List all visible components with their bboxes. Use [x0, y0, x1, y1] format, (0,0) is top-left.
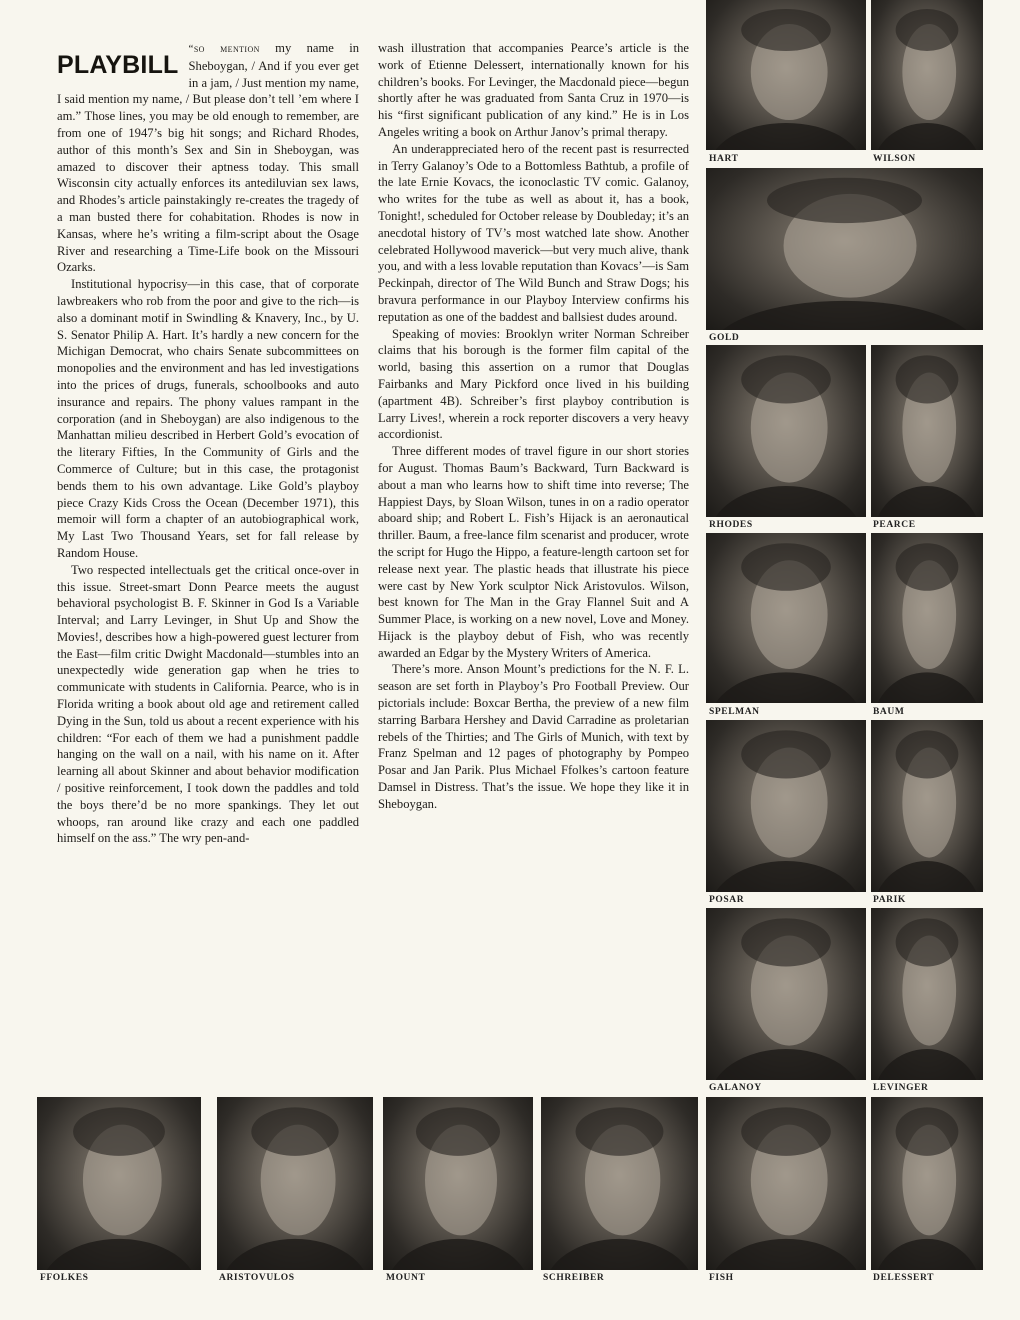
- portrait-photo-parik: [871, 720, 983, 892]
- caption-wilson: WILSON: [873, 154, 916, 164]
- shoulders-shape: [873, 1049, 981, 1080]
- caption-galanoy: GALANOY: [709, 1083, 762, 1093]
- shoulders-shape: [709, 123, 863, 150]
- hair-shape: [741, 1107, 831, 1155]
- paragraph: Speaking of movies: Brooklyn writer Norman Schreiber claims that his borough is the former film capital of the world, basing this assertion on a rumor that Douglas Fairbanks and Mary Pickford once lived in his building (apartment 4B). Schreiber’s first playboy contribution is Larry Lives!, wherein a rock reporter discovers a very heavy accordionist.: [378, 326, 689, 442]
- portrait-photo-aristovulos: [217, 1097, 373, 1270]
- portrait-photo-gold: [706, 168, 983, 330]
- caption-gold: GOLD: [709, 333, 740, 343]
- paragraph: Institutional hypocrisy—in this case, that of corporate lawbreakers who rob from the poor and give to the rich—is also a dominant motif in Swindling & Knavery, Inc., by U. S. Senator Philip A. Hart. It’s hardly a new concern for the Michigan Democrat, who chairs Senate subcommittees on monopolies and the environment and has led investigations into the prices of drugs, funerals, schoolbooks and auto insurance and repairs. The phony values rampant in the corporation (and in Sheboygan) are also indigenous to the Manhattan milieu described in Herbert Gold’s evocation of the literary Fifties, In the Community of Girls and the Commerce of Culture; but in this case, the protagonist bends them to his own advantage. Like Gold’s playboy piece Crazy Kids Cross the Ocean (December 1971), this memoir will form a chapter of an autobiographical work, My Last Two Thousand Years, set for fall release by Random House.: [57, 277, 359, 560]
- caption-levinger: LEVINGER: [873, 1083, 929, 1093]
- portrait-photo-wilson: [871, 0, 983, 150]
- hair-shape: [896, 1107, 959, 1155]
- hair-shape: [416, 1107, 500, 1155]
- portrait-silhouette: [706, 1097, 866, 1270]
- portrait-photo-pearce: [871, 345, 983, 517]
- paragraph: “so mention my name in Sheboygan, / And if you ever get in a jam, / Just mention my name, I said mention my name, / But please don’t tell ’em where I am.” Those lines, you may be old enough to remember, are from one of 1947’s big hit songs; and Richard Rhodes, author of this month’s Sex and Sin in Sheboygan, was amazed to discover their aptness today. This small Wisconsin city actually enforces its antediluvian sex laws, and Rhodes’s article painstakingly re-creates the tragedy of a man busted there for cohabitation. Rhodes is now in Kansas, where he’s writing a film-script about the Osage River and researching a Time-Life book on the Missouri Ozarks.: [57, 41, 359, 275]
- portrait-photo-levinger: [871, 908, 983, 1080]
- paragraph: An underappreciated hero of the recent past is resurrected in Terry Galanoy’s Ode to a Bottomless Bathtub, a profile of the late Ernie Kovacs, the iconoclastic TV comic. Galanoy, who writes for the tube as well as about it, has a book, Tonight!, scheduled for October release by Doubleday; it’s an anecdotal history of TV’s most watched late show. Another celebrated Hollywood maverick—but very much alive, thank you, and with a less lovable reputation than Kovacs’—is Sam Peckinpah, director of The Wild Bunch and Straw Dogs; his bravura performance in our Playboy Interview confirms his reputation as one of the baddest and ballsiest dudes around.: [378, 141, 689, 324]
- hair-shape: [251, 1107, 338, 1155]
- portrait-silhouette: [871, 720, 983, 892]
- shoulders-shape: [40, 1239, 197, 1270]
- portrait-silhouette: [217, 1097, 373, 1270]
- portrait-silhouette: [706, 720, 866, 892]
- hair-shape: [896, 9, 959, 51]
- portrait-silhouette: [871, 1097, 983, 1270]
- caption-mount: MOUNT: [386, 1273, 426, 1283]
- hair-shape: [896, 543, 959, 591]
- portrait-silhouette: [706, 168, 983, 330]
- shoulders-shape: [709, 486, 863, 517]
- portrait-silhouette: [541, 1097, 698, 1270]
- caption-fish: FISH: [709, 1273, 734, 1283]
- shoulders-shape: [709, 672, 863, 703]
- shoulders-shape: [709, 861, 863, 892]
- portrait-silhouette: [706, 533, 866, 703]
- caption-rhodes: RHODES: [709, 520, 753, 530]
- portrait-photo-ffolkes: [37, 1097, 201, 1270]
- portrait-silhouette: [871, 533, 983, 703]
- shoulders-shape: [873, 861, 981, 892]
- portrait-photo-schreiber: [541, 1097, 698, 1270]
- portrait-photo-galanoy: [706, 908, 866, 1080]
- caption-spelman: SPELMAN: [709, 707, 760, 717]
- hair-shape: [576, 1107, 664, 1155]
- paragraph: Three different modes of travel figure in our short stories for August. Thomas Baum’s Backward, Turn Backward is about a man who learns how to shift time into reverse; The Happiest Days, by Sloan Wilson, tunes in on a radio operator aboard ship; and Robert L. Fish’s Hijack is an aeronautical thriller. Baum, a free-lance film scenarist and producer, wrote the script for Hugo the Hippo, a feature-length cartoon set for release next year. The plastic heads that illustrate his piece were cast by New York sculptor Nick Aristovulos. Wilson, best known for The Man in the Gray Flannel Suit and A Summer Place, is working on a new novel, Love and Money. Hijack is the playboy debut of Fish, who was recently awarded an Edgar by the Mystery Writers of America.: [378, 444, 689, 660]
- portrait-photo-delessert: [871, 1097, 983, 1270]
- portrait-photo-fish: [706, 1097, 866, 1270]
- shoulders-shape: [709, 1049, 863, 1080]
- hair-shape: [741, 9, 831, 51]
- shoulders-shape: [873, 486, 981, 517]
- caption-ffolkes: FFOLKES: [40, 1273, 89, 1283]
- opening-small-caps: “so mention: [188, 43, 260, 55]
- shoulders-shape: [220, 1239, 370, 1270]
- hair-shape: [767, 178, 922, 223]
- hair-shape: [896, 918, 959, 966]
- portrait-photo-hart: [706, 0, 866, 150]
- hair-shape: [741, 730, 831, 778]
- hair-shape: [73, 1107, 165, 1155]
- caption-aristovulos: ARISTOVULOS: [219, 1273, 295, 1283]
- shoulders-shape: [709, 1239, 863, 1270]
- caption-schreiber: SCHREIBER: [543, 1273, 605, 1283]
- hair-shape: [741, 355, 831, 403]
- portrait-photo-posar: [706, 720, 866, 892]
- portrait-photo-mount: [383, 1097, 533, 1270]
- article-column-2: [378, 40, 689, 813]
- shoulders-shape: [544, 1239, 695, 1270]
- shoulders-shape: [712, 301, 978, 330]
- caption-posar: POSAR: [709, 895, 745, 905]
- portrait-silhouette: [383, 1097, 533, 1270]
- portrait-photo-baum: [871, 533, 983, 703]
- caption-pearce: PEARCE: [873, 520, 916, 530]
- hair-shape: [896, 730, 959, 778]
- caption-delessert: DELESSERT: [873, 1273, 935, 1283]
- portrait-silhouette: [37, 1097, 201, 1270]
- hair-shape: [896, 355, 959, 403]
- shoulders-shape: [873, 123, 981, 150]
- shoulders-shape: [873, 1239, 981, 1270]
- portrait-silhouette: [871, 345, 983, 517]
- playbill-heading: PLAYBILL: [57, 51, 179, 79]
- portrait-silhouette: [706, 908, 866, 1080]
- caption-hart: HART: [709, 154, 739, 164]
- shoulders-shape: [386, 1239, 530, 1270]
- paragraph: There’s more. Anson Mount’s predictions for the N. F. L. season are set forth in Playboy’s Pro Football Preview. Our pictorials include: Boxcar Bertha, the preview of a new film starring Barbara Hershey and David Carradine as proletarian rebels of the Thirties; and The Girls of Munich, with text by Franz Spelman and 12 pages of photography by Pompeo Posar and Jan Parik. Plus Michael Ffolkes’s cartoon feature Damsel in Distress. That’s the issue. We hope they like it in Sheboygan.: [378, 662, 689, 811]
- article-column-1: [57, 40, 359, 847]
- paragraph: wash illustration that accompanies Pearce’s article is the work of Etienne Delessert, internationally known for his children’s books. For Levinger, the Macdonald piece—begun shortly after he was graduated from Santa Cruz in 1970—is his “first significant publication of any kind.” He is in Los Angeles writing a book on Arthur Janov’s primal therapy.: [378, 41, 689, 139]
- paragraph: Two respected intellectuals get the critical once-over in this issue. Street-smart Donn Pearce meets the august behavioral psychologist B. F. Skinner in God Is a Variable Interval; and Larry Levinger, in Shut Up and Show the Movies!, describes how a high-powered guest lecturer from the East—film critic Dwight Macdonald—stumbles into an unexpectedly wide generation gap when he tries to communicate with students in California. Pearce, who is in Florida writing a book about old age and retirement called Dying in the Sun, told us about a recent experience with his children: “For each of them we had a punishment paddle hanging on the wall on a nail, with his name on it. After learning all about Skinner and about behavior modification / positive reinforcement, I took down the paddles and told the boys there’d be no more spankings. They let out whoops, ran around like crazy and each one paddled himself on the ass.” The wry pen-and-: [57, 562, 359, 846]
- shoulders-shape: [873, 672, 981, 703]
- caption-parik: PARIK: [873, 895, 906, 905]
- portrait-silhouette: [706, 0, 866, 150]
- portrait-photo-rhodes: [706, 345, 866, 517]
- portrait-silhouette: [871, 908, 983, 1080]
- portrait-photo-spelman: [706, 533, 866, 703]
- caption-baum: BAUM: [873, 707, 905, 717]
- portrait-silhouette: [871, 0, 983, 150]
- hair-shape: [741, 543, 831, 591]
- hair-shape: [741, 918, 831, 966]
- portrait-silhouette: [706, 345, 866, 517]
